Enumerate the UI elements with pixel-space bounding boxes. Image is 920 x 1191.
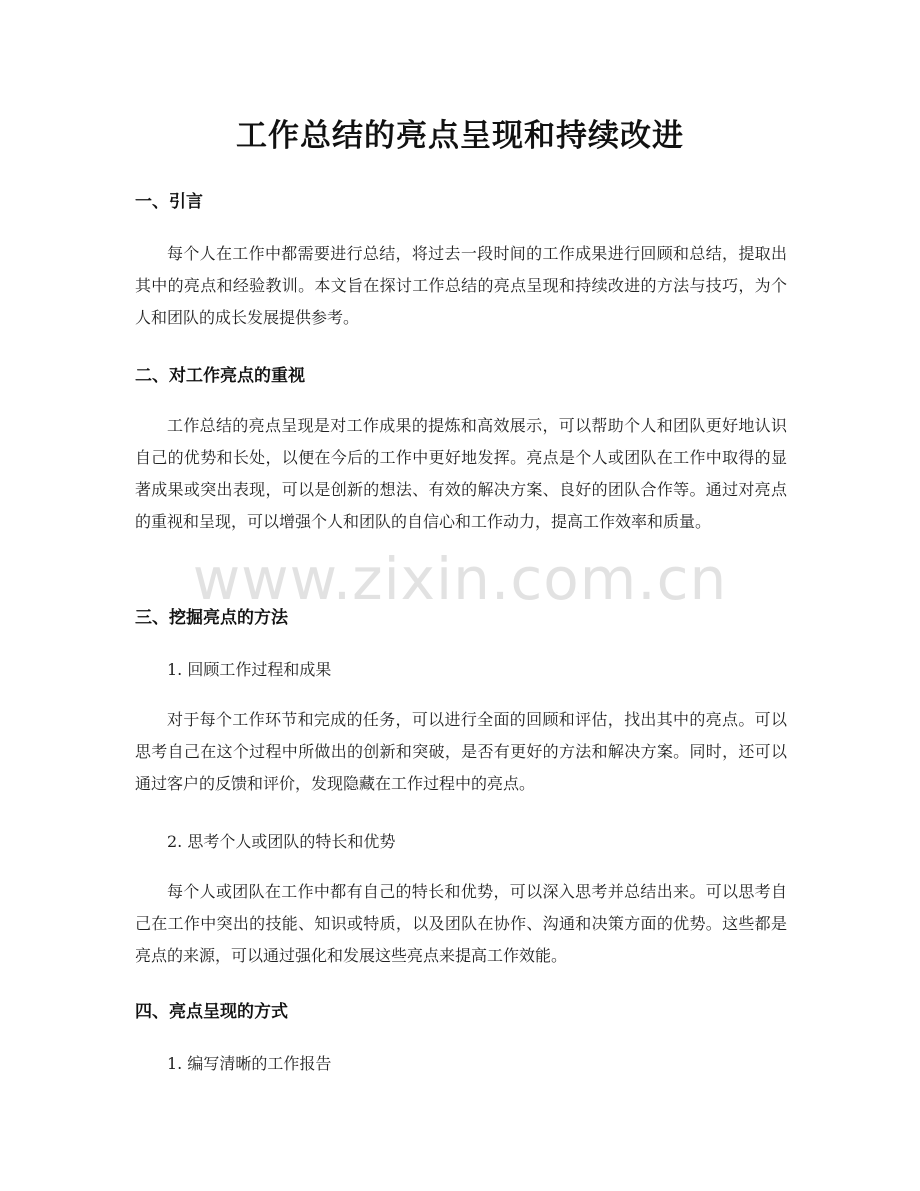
watermark-text: www.zixin.com.cn bbox=[192, 545, 728, 613]
subsection-paragraph-strengths: 每个人或团队在工作中都有自己的特长和优势，可以深入思考并总结出来。可以思考自己在工作中突出的技能、知识或特质，以及团队在协作、沟通和决策方面的优势。这些都是亮点的来源，可以通过强化和发展这些亮点来提高工作效能。 bbox=[135, 882, 787, 965]
section-heading-methods: 三、挖掘亮点的方法 bbox=[135, 608, 288, 628]
section-heading-importance: 二、对工作亮点的重视 bbox=[135, 366, 305, 386]
subsection-paragraph-review: 对于每个工作环节和完成的任务，可以进行全面的回顾和评估，找出其中的亮点。可以思考自己在这个过程中所做出的创新和突破，是否有更好的方法和解决方案。同时，还可以通过客户的反馈和评价，发现隐藏在工作过程中的亮点。 bbox=[135, 710, 787, 793]
subsection-label-report: 1. 编写清晰的工作报告 bbox=[167, 1054, 332, 1073]
section-paragraph-intro: 每个人在工作中都需要进行总结，将过去一段时间的工作成果进行回顾和总结，提取出其中的亮点和经验教训。本文旨在探讨工作总结的亮点呈现和持续改进的方法与技巧，为个人和团队的成长发展提供参考。 bbox=[135, 244, 787, 327]
subsection-label-review: 1. 回顾工作过程和成果 bbox=[167, 660, 332, 679]
subsection-label-strengths: 2. 思考个人或团队的特长和优势 bbox=[167, 832, 396, 851]
section-paragraph-importance: 工作总结的亮点呈现是对工作成果的提炼和高效展示，可以帮助个人和团队更好地认识自己的优势和长处，以便在今后的工作中更好地发挥。亮点是个人或团队在工作中取得的显著成果或突出表现，可以是创新的想法、有效的解决方案、良好的团队合作等。通过对亮点的重视和呈现，可以增强个人和团队的自信心和工作动力，提高工作效率和质量。 bbox=[135, 416, 787, 531]
section-heading-intro: 一、引言 bbox=[135, 192, 203, 212]
section-heading-presentation: 四、亮点呈现的方式 bbox=[135, 1002, 288, 1022]
document-title: 工作总结的亮点呈现和持续改进 bbox=[236, 118, 684, 154]
